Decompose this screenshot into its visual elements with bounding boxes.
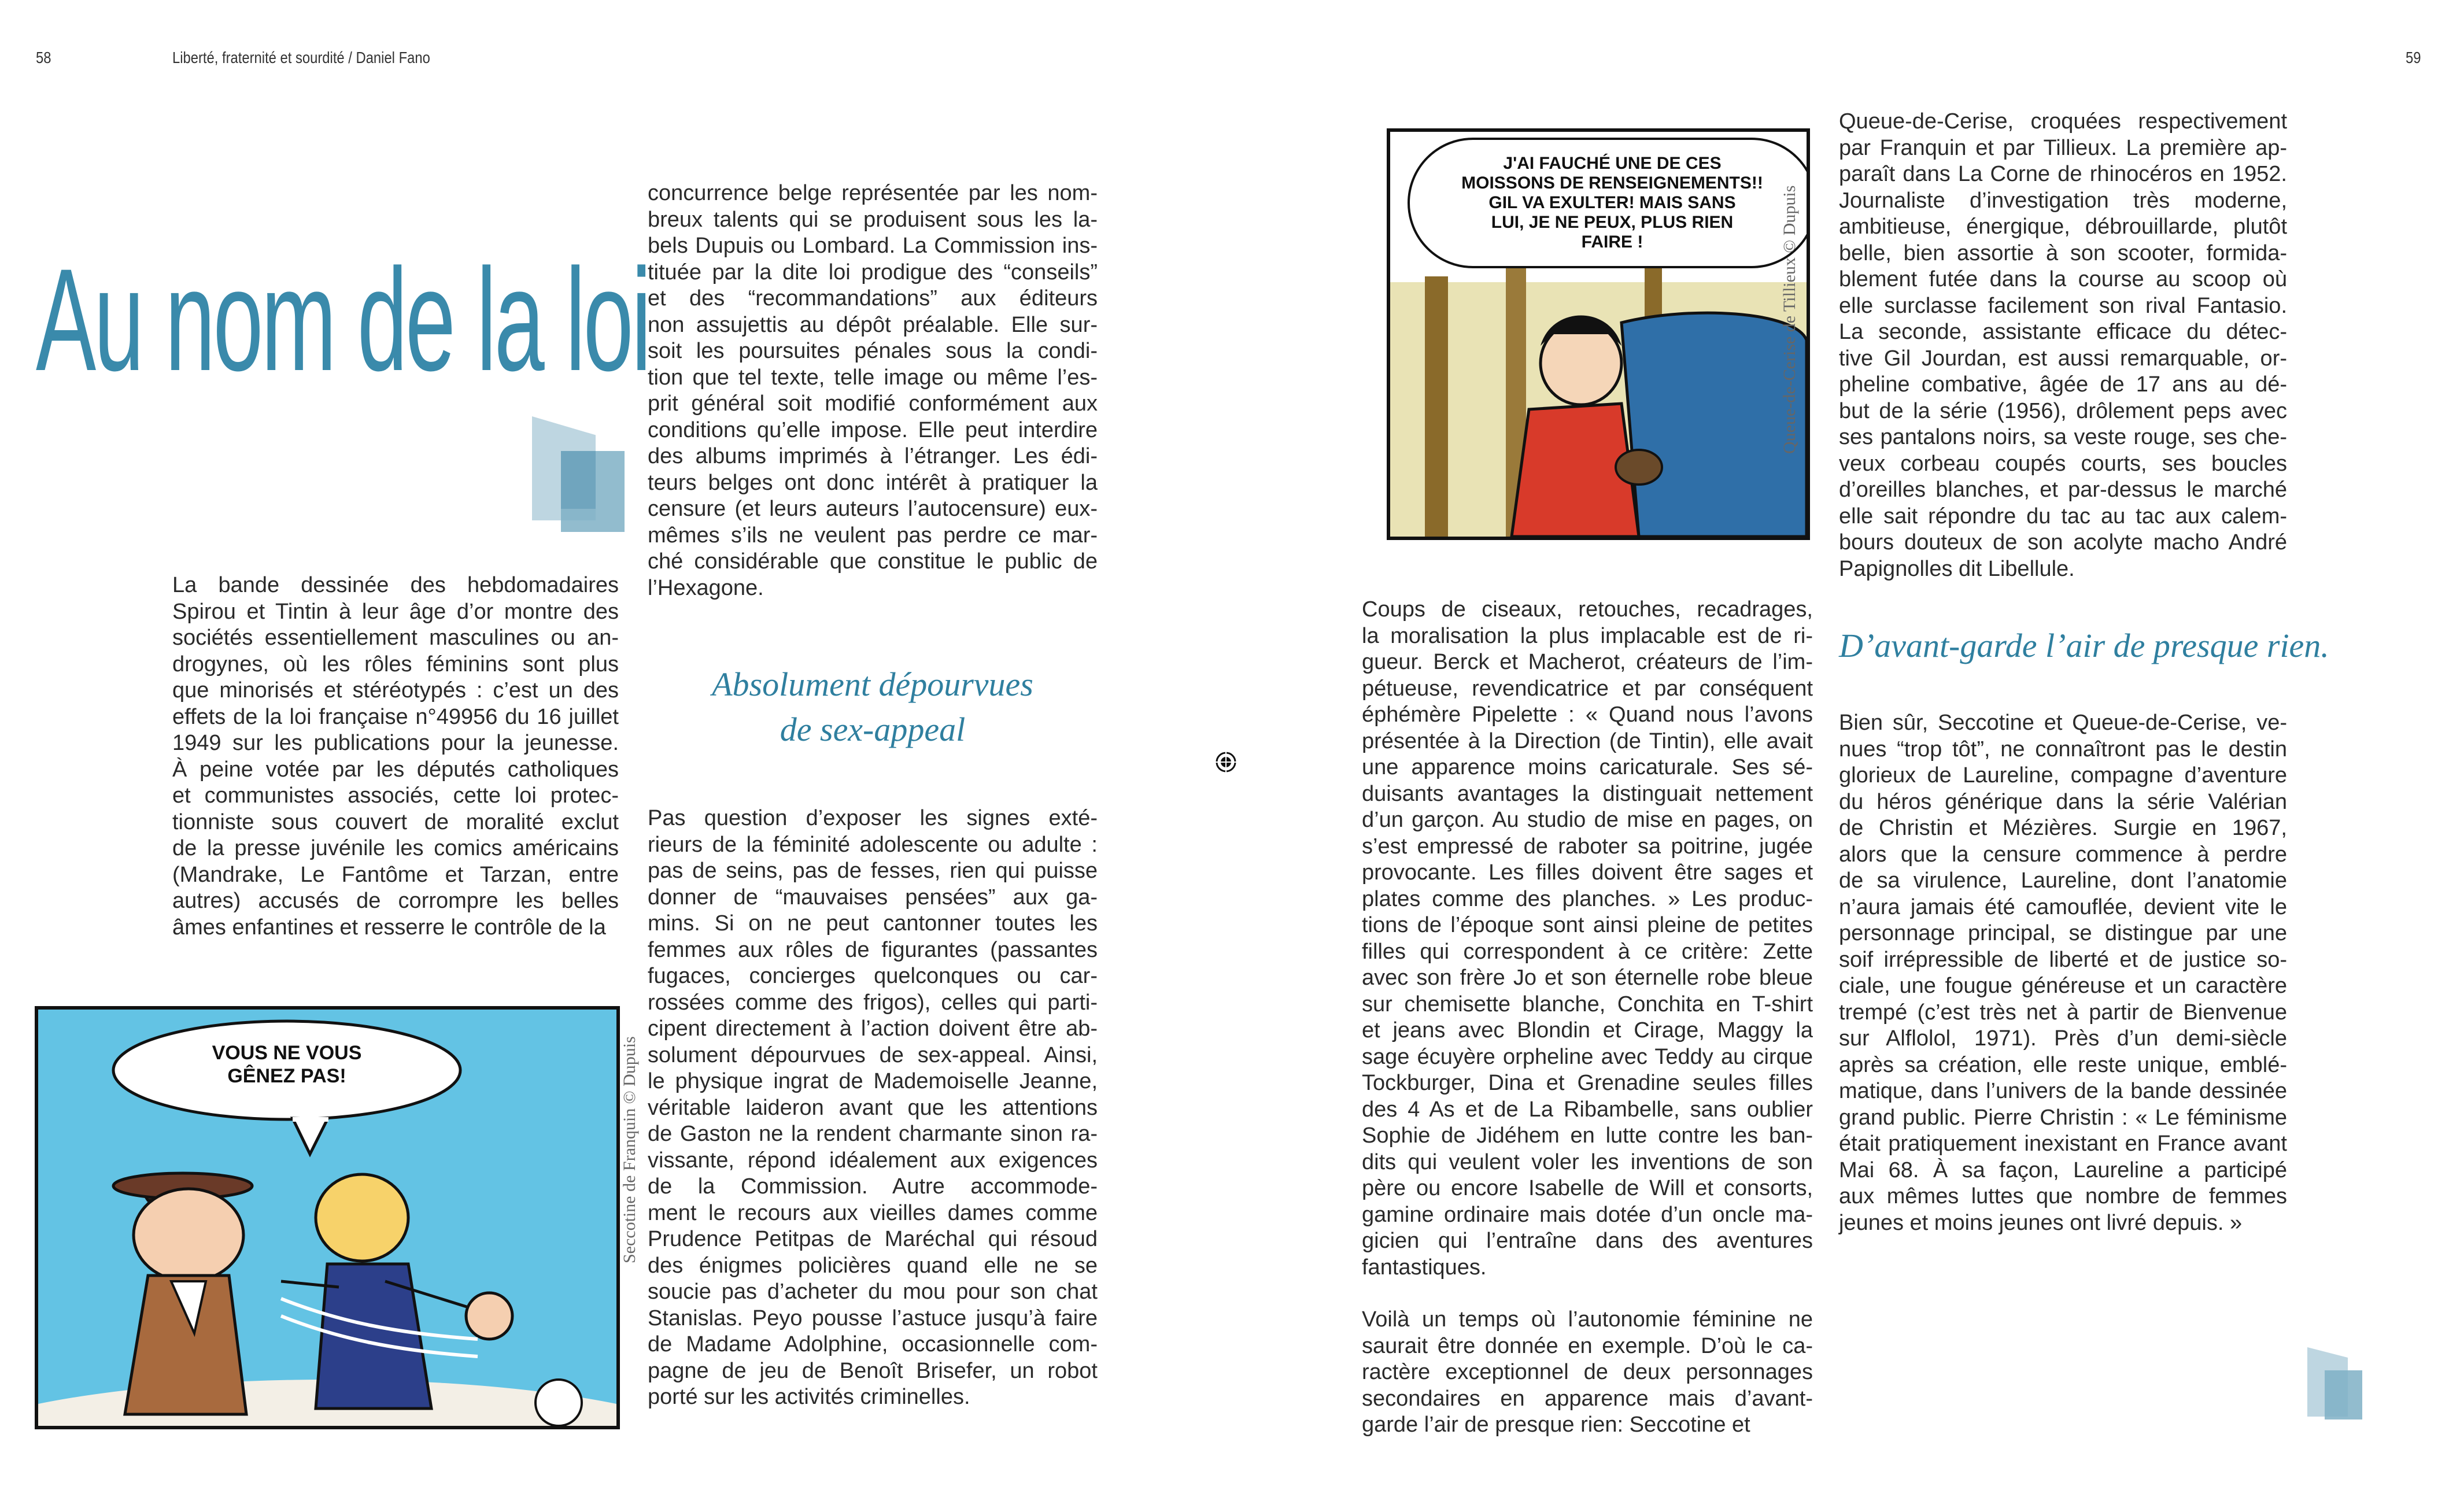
text-line: cipent directement à l’action doivent être ab- bbox=[648, 1016, 1098, 1041]
speech-line: MOISSONS DE RENSEIGNEMENTS!! bbox=[1461, 173, 1763, 193]
text-line: elle sait répondre du tac au tac aux calem- bbox=[1839, 504, 2287, 528]
text-line: Mai 68. À sa façon, Laureline a participé bbox=[1839, 1158, 2287, 1182]
speech-line: LUI, JE NE PEUX, PLUS RIEN bbox=[1491, 213, 1734, 232]
text-line: père ou encore Isabelle de Will et consorts, bbox=[1362, 1176, 1813, 1200]
text-line: avec son frère Jo et son éternelle robe bleue bbox=[1362, 966, 1813, 990]
text-line: non assujettis au dépôt préalable. Elle sur- bbox=[648, 312, 1098, 337]
text-line: porté sur les activités criminelles. bbox=[648, 1385, 970, 1409]
text-line: drogynes, où les rôles féminins sont plus bbox=[172, 652, 619, 676]
text-column-4-top bbox=[1839, 109, 2287, 582]
text-line: n’aura jamais été camouflée, devient vite le bbox=[1839, 894, 2287, 919]
text-line: conditions qu’elle impose. Elle peut interdire bbox=[648, 417, 1098, 442]
text-line: des 4 As et de La Ribambelle, sans oublier bbox=[1362, 1097, 1813, 1122]
text-line: effets de la loi française n°49956 du 16 juillet bbox=[172, 704, 619, 729]
text-line: de la Commission. Autre accommode- bbox=[648, 1174, 1098, 1199]
text-line: était pratiquement inexistant en France avant bbox=[1839, 1132, 2287, 1156]
text-line: aux mêmes luttes que nombre de femmes bbox=[1839, 1184, 2287, 1208]
text-line: femmes aux rôles de figurantes (passantes bbox=[648, 937, 1098, 962]
text-line: d’un garçon. Au studio de mise en pages, on bbox=[1362, 808, 1813, 832]
text-line: la moralisation la plus implacable est de ri- bbox=[1362, 623, 1813, 648]
text-line: âmes enfantines et resserre le contrôle de la bbox=[172, 915, 606, 940]
text-line: Coups de ciseaux, retouches, recadrages, bbox=[1362, 597, 1813, 622]
speech-bubble-left: VOUS NE VOUS GÊNEZ PAS! bbox=[212, 1042, 362, 1087]
subheading-line-1: Absolument dépourvues bbox=[712, 666, 1033, 703]
text-line: soit les poursuites pénales sous la condi- bbox=[648, 339, 1098, 363]
text-line: tion que tel texte, telle image ou même l’es- bbox=[648, 365, 1098, 390]
text-line: gamine ordinaire mais dotée d’un oncle ma- bbox=[1362, 1202, 1813, 1227]
text-line: 1949 sur les publications pour la jeunesse. bbox=[172, 731, 619, 755]
text-line: glorieux de Laureline, compagne d’aventure bbox=[1839, 763, 2287, 788]
text-line: gueur. Berck et Macherot, créateurs de l’im- bbox=[1362, 650, 1813, 674]
text-line: Queue-de-Cerise, croquées respectivement bbox=[1839, 109, 2287, 134]
text-line: elle surclasse facilement son rival Fantasio. bbox=[1839, 293, 2287, 318]
text-line: de Christin et Mézières. Surgie en 1967, bbox=[1839, 816, 2287, 840]
text-line: le physique ingrat de Mademoiselle Jeanne, bbox=[648, 1069, 1098, 1093]
text-line: rossées comme des frigos), celles qui parti- bbox=[648, 990, 1098, 1015]
text-line: Spirou et Tintin à leur âge d’or montre des bbox=[172, 599, 619, 624]
text-line: du héros générique dans la série Valérian bbox=[1839, 789, 2287, 814]
text-line: personnage principal, se distingue par une bbox=[1839, 921, 2287, 945]
text-line: présentée à la Direction (de Tintin), elle avait bbox=[1362, 729, 1813, 753]
text-line: Stanislas. Peyo pousse l’astuce jusqu’à faire bbox=[648, 1306, 1098, 1330]
text-line: ractère exceptionnel de deux personnages bbox=[1362, 1360, 1813, 1384]
text-line: À peine votée par les députés catholiques bbox=[172, 757, 619, 782]
decorative-squares-right bbox=[2307, 1347, 2365, 1422]
text-line: l’Hexagone. bbox=[648, 575, 764, 600]
text-line: concurrence belge représentée par les nom- bbox=[648, 181, 1098, 205]
text-line: des albums imprimés à l’étranger. Les édi- bbox=[648, 444, 1098, 468]
text-line: soif irrépressible de liberté et de justice so- bbox=[1839, 947, 2287, 972]
text-line: et communistes associés, cette loi protec- bbox=[172, 783, 619, 808]
right-page-number: 59 bbox=[2406, 49, 2421, 66]
text-line: tions de l’époque sont ainsi pleine de petites bbox=[1362, 913, 1813, 937]
text-line: pagne de jeu de Benoît Brisefer, un robot bbox=[648, 1358, 1098, 1383]
speech-line: GIL VA EXULTER! MAIS SANS bbox=[1488, 193, 1736, 212]
text-line: provocante. Les filles doivent être sages et bbox=[1362, 860, 1813, 885]
text-line: pas de seins, pas de fesses, rien qui puisse bbox=[648, 859, 1098, 883]
text-line: et jeans avec Blondin et Cirage, Maggy la bbox=[1362, 1018, 1813, 1042]
text-line: autres) accusés de corrompre les belles bbox=[172, 889, 619, 913]
text-line: donner de “mauvaises pensées” aux ga- bbox=[648, 885, 1098, 910]
text-line: saurait être donnée en exemple. D’où le ca- bbox=[1362, 1333, 1813, 1358]
speech-bubble-right bbox=[1408, 138, 1810, 268]
text-line: plates comme des planches. » Les produc- bbox=[1362, 886, 1813, 911]
text-line: pétueuse, revendicatrice et par conséquent bbox=[1362, 676, 1813, 701]
left-page-number: 58 bbox=[36, 49, 51, 66]
text-line: alors que la censure commence à perdre bbox=[1839, 842, 2287, 867]
text-line: soucie pas d’acheter du mou pour son chat bbox=[648, 1280, 1098, 1304]
text-column-2-bottom bbox=[648, 805, 1098, 1411]
text-line: Sophie de Jidéhem en lutte contre les ban- bbox=[1362, 1123, 1813, 1148]
text-line: sur Alflolol, 1971). Près d’un demi-siècle bbox=[1839, 1026, 2287, 1051]
subheading-sex-appeal bbox=[648, 662, 1098, 752]
text-line: sage écuyère orpheline avec Teddy au cirque bbox=[1362, 1044, 1813, 1069]
text-line bbox=[1362, 1281, 1813, 1307]
text-line: Bien sûr, Seccotine et Queue-de-Cerise, ve- bbox=[1839, 711, 2287, 735]
text-line: une apparence moins caricaturale. Ses sé- bbox=[1362, 755, 1813, 779]
text-line: filles qui correspondent à ce critère: Zette bbox=[1362, 939, 1813, 964]
text-line: mêmes s’ils ne veulent pas perdre ce mar- bbox=[648, 523, 1098, 548]
text-line: de sa virulence, Laureline, dont l’anatomie bbox=[1839, 868, 2287, 893]
comic-panel-seccotine bbox=[35, 1006, 620, 1429]
text-line: Journaliste d’investigation très moderne, bbox=[1839, 188, 2287, 213]
text-line: ambitieuse, énergique, débrouillarde, plutôt bbox=[1839, 215, 2287, 239]
registration-mark-icon bbox=[1214, 751, 1238, 774]
comic-panel-queue-de-cerise bbox=[1387, 128, 1810, 540]
text-line: duisants avantages la distinguait nettement bbox=[1362, 781, 1813, 806]
text-line: breux talents qui se produisent sous les la- bbox=[648, 207, 1098, 232]
text-line: de Gaston ne la rendent charmante sinon ra- bbox=[648, 1122, 1098, 1146]
text-line: secondaires en apparence mais d’avant- bbox=[1362, 1386, 1813, 1411]
text-line: par Franquin et par Tillieux. La première ap- bbox=[1839, 135, 2287, 160]
text-line: des énigmes policières quand elle ne se bbox=[648, 1253, 1098, 1278]
text-line: d’oreilles blanches, et par-dessus le marché bbox=[1839, 478, 2287, 502]
chapter-title: Au nom de la loi bbox=[36, 239, 649, 401]
speech-line: FAIRE ! bbox=[1581, 232, 1643, 252]
text-line: véritable laideron avant que les attentions bbox=[648, 1095, 1098, 1120]
text-line: blement futée dans la course au scoop où bbox=[1839, 267, 2287, 291]
text-line: (Mandrake, Le Fantôme et Tarzan, entre bbox=[172, 862, 619, 887]
text-line: gicien qui l’entraîne dans des aventures bbox=[1362, 1229, 1813, 1253]
text-line: bours douteux de son acolyte macho André bbox=[1839, 530, 2287, 554]
text-line: après sa création, elle reste unique, emblé- bbox=[1839, 1052, 2287, 1077]
text-line: garde l’air de presque rien: Seccotine et bbox=[1362, 1413, 1750, 1437]
text-line: prit général soit modifié conformément aux bbox=[648, 391, 1098, 416]
text-line: fantastiques. bbox=[1362, 1255, 1487, 1280]
text-line: solument dépourvues de sex-appeal. Ainsi, bbox=[648, 1042, 1098, 1067]
text-column-3 bbox=[1362, 597, 1813, 1439]
text-line: bels Dupuis ou Lombard. La Commission ins- bbox=[648, 234, 1098, 258]
text-line: ment le recours aux vieilles dames comme bbox=[648, 1200, 1098, 1225]
text-line: dits qui veulent voler les inventions de son bbox=[1362, 1149, 1813, 1174]
subheading-line-2: de sex-appeal bbox=[780, 711, 966, 748]
credit-queue-de-cerise: Queue-de-Cerise de Tillieux © Dupuis bbox=[1780, 185, 1799, 454]
text-line: fugaces, concierges quelconques ou car- bbox=[648, 964, 1098, 988]
text-line: Voilà un temps où l’autonomie féminine ne bbox=[1362, 1307, 1813, 1332]
text-line: La seconde, assistante efficace du détec- bbox=[1839, 320, 2287, 344]
text-line: jeunes et moins jeunes ont livré depuis. » bbox=[1839, 1210, 2243, 1235]
text-line: censure (et leurs auteurs l’autocensure) eux- bbox=[648, 497, 1098, 521]
text-line: Prudence Petitpas de Maréchal qui résoud bbox=[648, 1227, 1098, 1251]
text-line: matique, dans l’univers de la bande dessinée bbox=[1839, 1079, 2287, 1103]
text-line: ché considérable que constitue le public de bbox=[648, 549, 1098, 574]
text-line: La bande dessinée des hebdomadaires bbox=[172, 573, 619, 597]
subheading-avant-garde: D’avant-garde l’air de presque rien. bbox=[1839, 627, 2329, 664]
text-line: tionniste sous couvert de moralité exclut bbox=[172, 809, 619, 834]
text-line: que minorisés et stéréotypés : c’est un des bbox=[172, 678, 619, 703]
decorative-squares-left bbox=[532, 416, 625, 532]
text-line: grand public. Pierre Christin : « Le féminisme bbox=[1839, 1105, 2287, 1130]
speech-line: J'AI FAUCHÉ UNE DE CES bbox=[1503, 154, 1722, 173]
text-line: but de la série (1956), drôlement peps avec bbox=[1839, 398, 2287, 423]
text-line: teurs belges ont donc intérêt à pratiquer la bbox=[648, 470, 1098, 495]
text-line: de la presse juvénile les comics américains bbox=[172, 836, 619, 860]
text-line: Pas question d’exposer les signes exté- bbox=[648, 806, 1098, 830]
text-line: belle, bien assortie à son scooter, formida- bbox=[1839, 241, 2287, 265]
text-line: Tockburger, Dina et Grenadine seules filles bbox=[1362, 1071, 1813, 1095]
text-line: veux corbeau coupés courts, ses boucles bbox=[1839, 451, 2287, 476]
text-line: éphémère Pipelette : « Quand nous l’avons bbox=[1362, 703, 1813, 727]
text-line: vissante, répond idéalement aux exigences bbox=[648, 1148, 1098, 1173]
text-line: de Madame Adolphine, occasionnelle com- bbox=[648, 1332, 1098, 1356]
text-line: mins. Si on ne peut cantonner toutes les bbox=[648, 911, 1098, 936]
text-column-1 bbox=[172, 572, 619, 941]
text-line: rieurs de la féminité adolescente ou adulte : bbox=[648, 832, 1098, 857]
text-line: tive Gil Jourdan, est aussi remarquable, or- bbox=[1839, 346, 2287, 371]
text-line: ses pantalons noirs, sa veste rouge, ses che- bbox=[1839, 425, 2287, 449]
text-line: tituée par la dite loi prodigue des “conseils” bbox=[648, 260, 1098, 284]
credit-seccotine: Seccotine de Franquin © Dupuis bbox=[620, 1036, 639, 1263]
running-title: Liberté, fraternité et sourdité / Daniel Fano bbox=[172, 49, 430, 66]
text-line: et des “recommandations” aux éditeurs bbox=[648, 286, 1098, 310]
text-line: pheline combative, âgée de 17 ans au dé- bbox=[1839, 372, 2287, 397]
text-line: sur chemisette blanche, Conchita en T-shirt bbox=[1362, 992, 1813, 1016]
text-line: ciale, une fougue généreuse et un caractère bbox=[1839, 974, 2287, 998]
text-line: nues “trop tôt”, ne connaîtront pas le destin bbox=[1839, 737, 2287, 761]
text-line: paraît dans La Corne de rhinocéros en 1952. bbox=[1839, 162, 2287, 186]
text-line: s’est empressé de raboter sa poitrine, jugée bbox=[1362, 834, 1813, 859]
text-line: trempé (c’est très net à partir de Bienvenue bbox=[1839, 1000, 2287, 1025]
text-column-2-top bbox=[648, 180, 1098, 601]
text-line: Papignolles dit Libellule. bbox=[1839, 556, 2075, 581]
text-column-4-bottom bbox=[1839, 710, 2287, 1236]
text-line: sociétés essentiellement masculines ou an- bbox=[172, 626, 619, 650]
